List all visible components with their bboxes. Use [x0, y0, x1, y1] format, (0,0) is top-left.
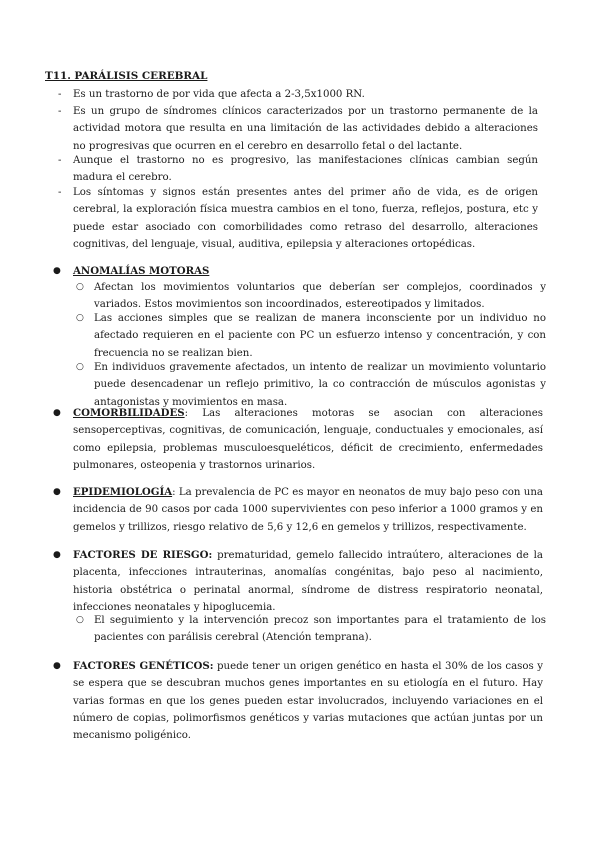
intro-item	[58, 86, 538, 103]
section-heading: FACTORES GENÉTICOS:	[73, 660, 214, 672]
section-factores-geneticos	[53, 658, 543, 744]
intro-text: Es un trastorno de por vida que afecta a 2-3,5x1000 RN.	[73, 89, 365, 100]
section-anomalias-motoras	[53, 263, 543, 280]
bullet-mark: ●	[53, 550, 61, 560]
bullet-mark: ●	[53, 266, 61, 276]
section-epidemiologia	[53, 484, 543, 536]
circle-mark: ○	[76, 362, 84, 372]
section-heading: COMORBILIDADES	[73, 407, 185, 419]
intro-item	[58, 103, 538, 155]
sub-item	[76, 279, 546, 314]
dash-mark: -	[58, 187, 62, 198]
intro-text: Los síntomas y signos están presentes antes del primer año de vida, es de origen cerebral, la exploración física muestra cambios en el tono, fuerza, reflejos, postura, etc y puede estar asociado con comorbilidades como retraso del desarrollo, alteraciones cognitivas, del lenguaje, visual, auditiva, epilepsia y alteraciones ortopédicas.	[73, 187, 538, 250]
sub-item-text: Afectan los movimientos voluntarios que deberían ser complejos, coordinados y variados. Estos movimientos son incoordinados, estereotipados y limitados.	[94, 282, 546, 311]
circle-mark: ○	[76, 313, 84, 323]
intro-item	[58, 184, 538, 253]
dash-mark: -	[58, 89, 62, 100]
circle-mark: ○	[76, 282, 84, 292]
section-factores-riesgo	[53, 547, 543, 616]
sub-item	[76, 359, 546, 411]
section-comorbilidades	[53, 405, 543, 474]
section-text: : Las alteraciones motoras se asocian con alteraciones sensoperceptivas, cognitivas, de comunicación, lenguaje, conductuales y emocionales, así como epilepsia, problemas musculoesqueléticos, déficit de crecimiento, enfermedades pulmonares, osteopenia y trastornos urinarios.	[73, 408, 543, 471]
intro-text: Aunque el trastorno no es progresivo, las manifestaciones clínicas cambian según madura el cerebro.	[73, 155, 538, 184]
section-heading: EPIDEMIOLOGÍA	[73, 486, 173, 498]
section-heading: FACTORES DE RIESGO:	[73, 549, 213, 561]
page-title: T11. PARÁLISIS CEREBRAL	[45, 70, 208, 82]
sub-item-text: Las acciones simples que se realizan de manera inconsciente por un individuo no afectado requieren en el paciente con PC un esfuerzo intenso y concentración, y con frecuencia no se realizan bien.	[94, 313, 546, 359]
intro-item	[58, 152, 538, 187]
circle-mark: ○	[76, 615, 84, 625]
section-text: : La prevalencia de PC es mayor en neonatos de muy bajo peso con una incidencia de 90 casos por cada 1000 supervivientes con peso inferior a 1000 gramos y en gemelos y trillizos, riesgo relativo de 5,6 y 12,6 en gemelos y trillizos, respectivamente.	[73, 487, 543, 533]
bullet-mark: ●	[53, 661, 61, 671]
section-text: puede tener un origen genético en hasta el 30% de los casos y se espera que se descubran muchos genes importantes en su etiología en el futuro. Hay varias formas en que los genes pueden estar involucrados, incluyendo variaciones en el número de copias, polimorfismos genéticos y varias mutaciones que actúan juntas por un mecanismo poligénico.	[73, 661, 543, 742]
sub-item	[76, 310, 546, 362]
section-heading: ANOMALÍAS MOTORAS	[73, 265, 210, 277]
section-text: prematuridad, gemelo fallecido intraútero, alteraciones de la placenta, infecciones intrauterinas, anomalías congénitas, bajo peso al nacimiento, historia obstétrica o perinatal anormal, síndrome de distress respiratorio neonatal, infecciones neonatales y hipoglucemia.	[73, 550, 543, 613]
bullet-mark: ●	[53, 408, 61, 418]
dash-mark: -	[58, 155, 62, 166]
dash-mark: -	[58, 106, 62, 117]
bullet-mark: ●	[53, 487, 61, 497]
intro-text: Es un grupo de síndromes clínicos caracterizados por un trastorno permanente de la actividad motora que resulta en una limitación de las actividades debido a alteraciones no progresivas que ocurren en el cerebro en desarrollo fetal o del lactante.	[73, 106, 538, 152]
sub-item-text: El seguimiento y la intervención precoz son importantes para el tratamiento de los pacientes con parálisis cerebral (Atención temprana).	[94, 615, 546, 644]
sub-item-text: En individuos gravemente afectados, un intento de realizar un movimiento voluntario puede desencadenar un reflejo primitivo, la co contracción de músculos agonistas y antagonistas y movimientos en masa.	[94, 362, 546, 408]
sub-item	[76, 612, 546, 647]
